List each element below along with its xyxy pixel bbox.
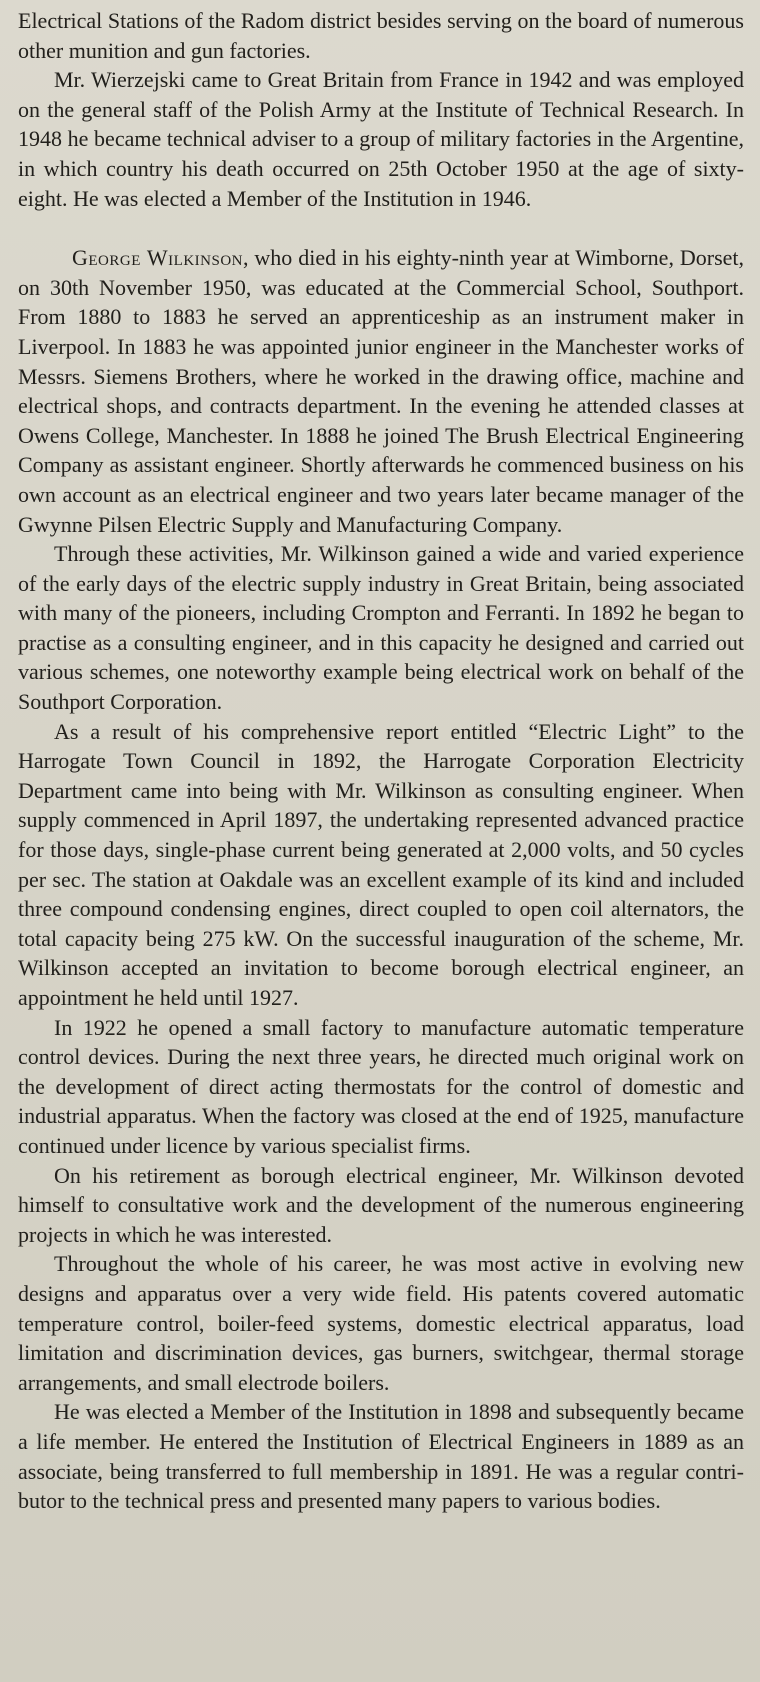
paragraph-wilkinson-patents: Throughout the whole of his career, he was most active in evolving new designs and apparatus over a very wide field. His patents covered automatic temperature control, boiler-feed systems, domestic electrical apparatus, load limitation and discrimination devices, gas burners, switchgear, thermal storage arrangements, and small electrode boilers.: [18, 1251, 744, 1395]
paragraph-wilkinson-experience: Through these activities, Mr. Wilkinson gained a wide and varied experience of the early days of the electric supply industry in Great Britain, being associated with many of the pioneers, including Crompton and Ferranti. In 1892 he began to practise as a consulting engineer, and in this capacity he designed and carried out various schemes, one noteworthy example being electrical work on behalf of the Southport Corporation.: [18, 541, 744, 715]
paragraph-wilkinson-retirement: On his retirement as borough electrical engineer, Mr. Wilkinson devoted himself to consultative work and the development of the numerous engineering projects in which he was interested.: [18, 1162, 744, 1247]
paragraph-wilkinson-membership: He was elected a Member of the Institution in 1898 and subsequently became a life member. He entered the Institution of Electrical Engineers in 1889 as an associate, being transferred to full membership in 1891. He was a regular contributor to the technical press and presented many papers to various bodies.: [18, 1399, 744, 1514]
paragraph-wierzejski-continued: Electrical Stations of the Radom district besides serving on the board of numerous other munition and gun factories.: [18, 8, 744, 63]
paragraph-wierzejski-career: Mr. Wierzejski came to Great Britain from France in 1942 and was employed on the general staff of the Polish Army at the Institute of Technical Research. In 1948 he became technical adviser to a group of military factories in the Argentine, in which country his death occurred on 25th October 1950 at the age of sixty-eight. He was elected a Member of the Institution in 1946.: [18, 67, 744, 211]
paragraph-wilkinson-factory: In 1922 he opened a small factory to manufacture automatic temperature control devices. During the next three years, he directed much original work on the development of direct acting thermostats for the control of domestic and industrial apparatus. When the factory was closed at the end of 1925, manufacture continued under licence by various specialist firms.: [18, 1014, 744, 1158]
paragraph-wilkinson-intro-text: , who died in his eighty-ninth year at Wimborne, Dorset, on 30th November 1950, was educated at the Commercial School, Southport. From 1880 to 1883 he served an apprenticeship as an instrument maker in Liverpool. In 1883 he was appointed junior engineer in the Manchester works of Messrs. Siemens Brothers, where he worked in the drawing office, machine and electrical shops, and contracts department. In the evening he attended classes at Owens College, Manchester. In 1888 he joined The Brush Electrical Engineering Company as assistant engineer. Shortly afterwards he commenced business on his own account as an electrical engineer and two years later became manager of the Gwynne Pilsen Electric Supply and Manufacturing Company.: [18, 245, 745, 537]
paragraph-wilkinson-harrogate: As a result of his comprehensive report entitled “Electric Light” to the Harrogate Town Council in 1892, the Harrogate Corporation Electricity Department came into being with Mr. Wilkinson as consulting engineer. When supply commenced in April 1897, the undertaking represented advanced practice for those days, single-phase current being generated at 2,000 volts, and 50 cycles per sec. The station at Oakdale was an excellent example of its kind and included three compound condensing engines, direct coupled to open coil alternators, the total capacity being 275 kW. On the successful inauguration of the scheme, Mr. Wilkinson accepted an invitation to become borough electrical engineer, an appointment he held until 1927.: [18, 718, 744, 1010]
obituary-name: George Wilkinson: [72, 245, 243, 271]
paragraph-wilkinson-intro: [18, 243, 744, 539]
